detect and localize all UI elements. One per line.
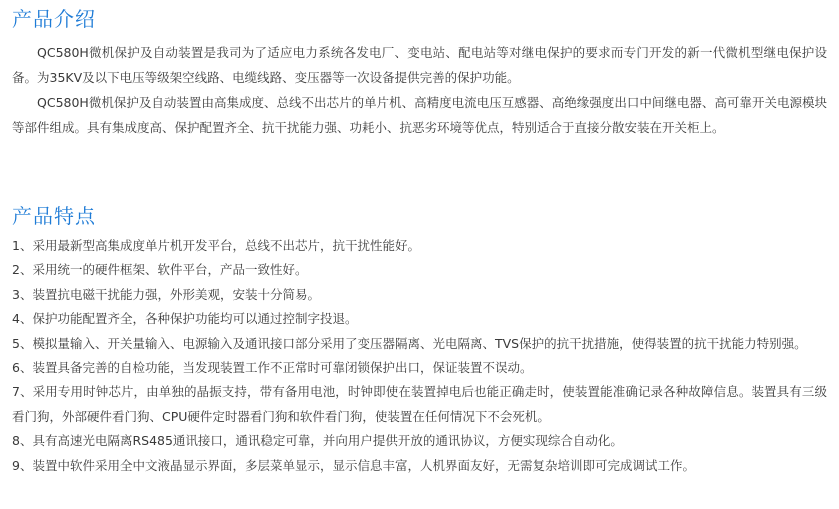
intro-paragraph: QC580H微机保护及自动装置由高集成度、总线不出芯片的单片机、高精度电流电压互感器、高绝缘强度出口中间继电器、高可靠开关电源模块等部件组成。具有集成度高、保护配置齐全、抗干扰能力强、功耗小、抗恶劣环境等优点，特别适合于直接分散安装在开关柜上。 <box>12 95 827 135</box>
feature-item: 1、采用最新型高集成度单片机开发平台，总线不出芯片，抗干扰性能好。 <box>12 238 420 253</box>
feature-item: 8、具有高速光电隔离RS485通讯接口，通讯稳定可靠，并向用户提供开放的通讯协议，方便实现综合自动化。 <box>12 433 623 449</box>
feature-item: 6、装置具备完善的自检功能，当发现装置工作不正常时可靠闭锁保护出口，保证装置不误动。 <box>12 360 533 376</box>
feature-item: 4、保护功能配置齐全，各种保护功能均可以通过控制字投退。 <box>12 311 358 327</box>
feature-item: 7、采用专用时钟芯片，由单独的晶振支持，带有备用电池，时钟即使在装置掉电后也能正确走时，使装置能准确记录各种故障信息。装置具有三级看门狗，外部硬件看门狗、CPU硬件定时器看门狗和软件看门狗，使装置在任何情况下不会死机。 <box>12 384 827 424</box>
product-features-list <box>12 234 827 478</box>
feature-item: 3、装置抗电磁干扰能力强，外形美观，安装十分简易。 <box>12 286 320 302</box>
feature-item: 9、装置中软件采用全中文液晶显示界面，多层菜单显示，显示信息丰富，人机界面友好，无需复杂培训即可完成调试工作。 <box>12 457 695 473</box>
product-intro-heading: 产品介绍 <box>12 7 96 31</box>
feature-item: 2、采用统一的硬件框架、软件平台，产品一致性好。 <box>12 262 308 278</box>
intro-paragraph: QC580H微机保护及自动装置是我司为了适应电力系统各发电厂、变电站、配电站等对继电保护的要求而专门开发的新一代微机型继电保护设备。为35KV及以下电压等级架空线路、电缆线路、变压器等一次设备提供完善的保护功能。 <box>12 45 827 85</box>
feature-item: 5、模拟量输入、开关量输入、电源输入及通讯接口部分采用了变压器隔离、光电隔离、TVS保护的抗干扰措施，使得装置的抗干扰能力特别强。 <box>12 335 807 351</box>
product-features-heading: 产品特点 <box>12 204 96 228</box>
product-intro-body <box>12 40 827 140</box>
